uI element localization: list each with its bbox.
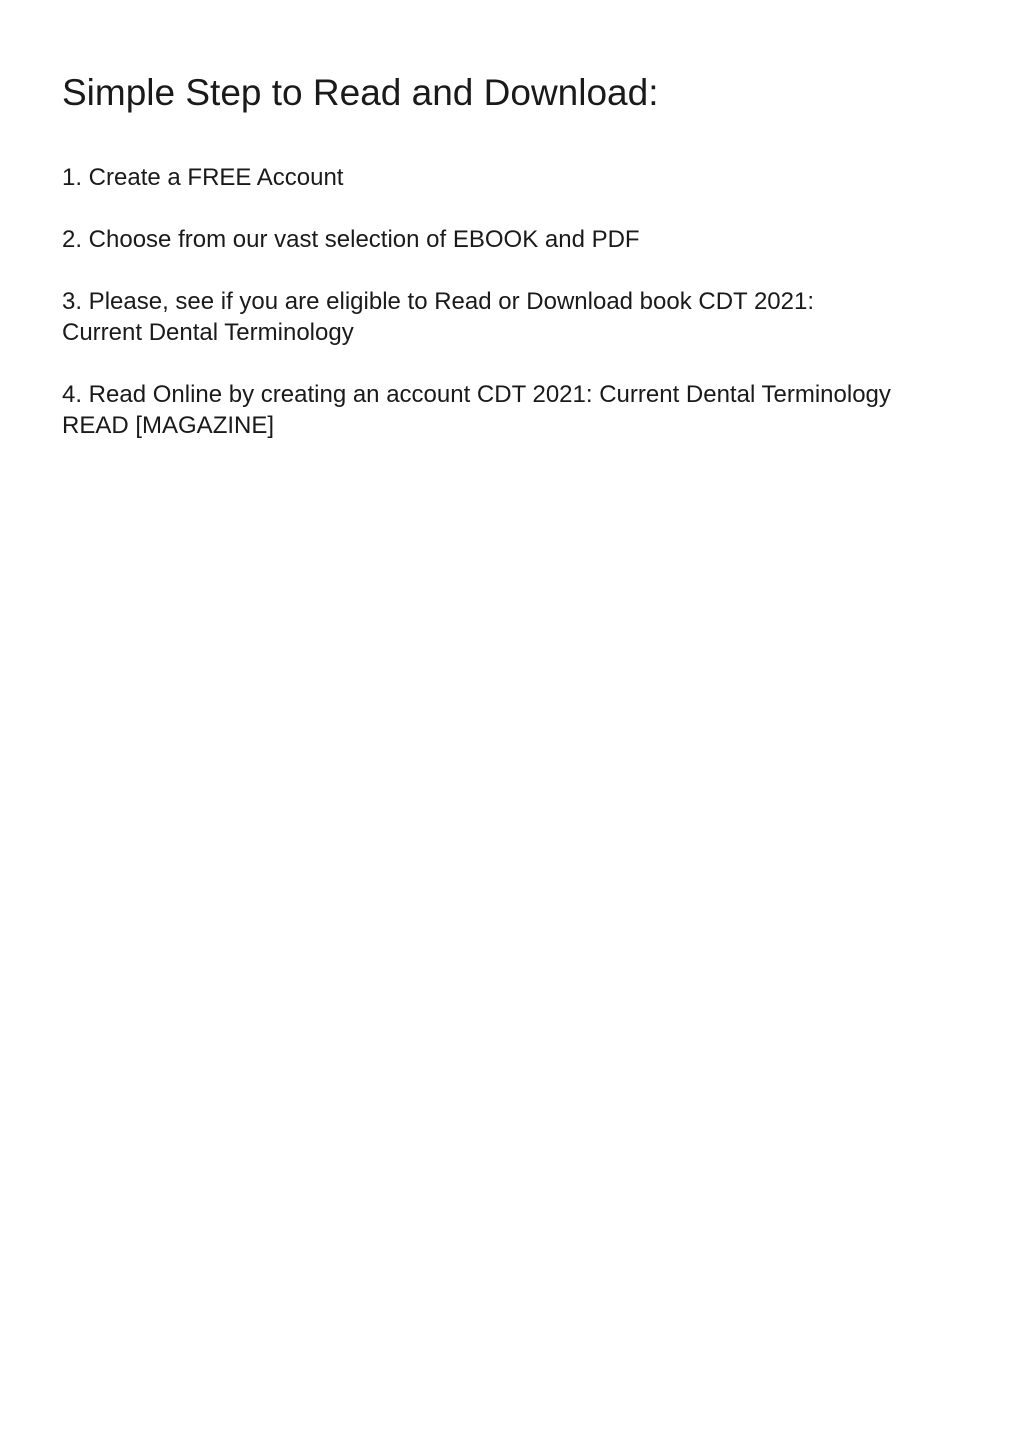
step-4 <box>62 379 891 441</box>
page-title: Simple Step to Read and Download: <box>62 72 659 113</box>
step-3-text-line-2: Current Dental Terminology <box>62 319 354 346</box>
step-3-text-line-1: 3. Please, see if you are eligible to Read or Download book CDT 2021: <box>62 288 815 315</box>
step-2-text: 2. Choose from our vast selection of EBOOK and PDF <box>62 226 640 253</box>
step-1 <box>62 162 343 193</box>
step-2 <box>62 224 640 255</box>
step-4-text-line-1: 4. Read Online by creating an account CDT 2021: Current Dental Terminology <box>62 381 891 408</box>
step-4-text-line-2: READ [MAGAZINE] <box>62 412 275 439</box>
step-3 <box>62 286 814 348</box>
step-1-text: 1. Create a FREE Account <box>62 164 344 191</box>
